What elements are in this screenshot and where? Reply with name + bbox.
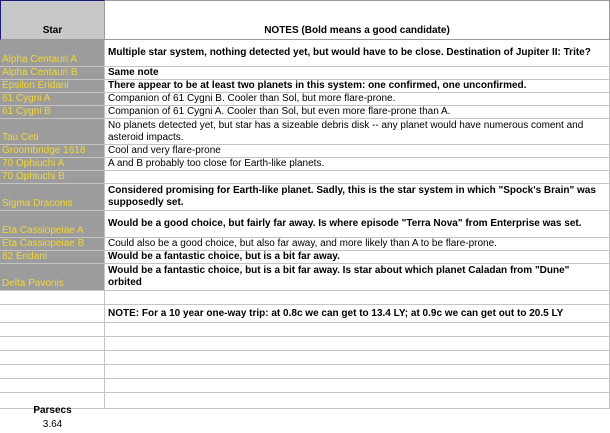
note-cell[interactable]: [105, 351, 610, 365]
note-cell[interactable]: [105, 106, 610, 119]
star-cell[interactable]: Eta Cassiopeiae A: [0, 211, 105, 238]
note-text: A and B probably too close for Earth-like planets.: [108, 158, 325, 169]
column-header-notes[interactable]: NOTES (Bold means a good candidate): [105, 0, 610, 40]
note-cell[interactable]: [105, 379, 610, 393]
star-cell[interactable]: Groombridge 1618: [0, 145, 105, 158]
star-cell[interactable]: [0, 305, 105, 323]
star-cell[interactable]: Delta Pavonis: [0, 264, 105, 291]
star-cell[interactable]: [0, 337, 105, 351]
note-cell[interactable]: [105, 365, 610, 379]
note-text: Same note: [108, 67, 159, 78]
star-cell[interactable]: 70 Ophiuchi B: [0, 171, 105, 184]
note-cell[interactable]: [105, 211, 610, 238]
note-text: Would be a fantastic choice, but is a bit far away.: [108, 251, 340, 262]
note-cell[interactable]: [105, 119, 610, 145]
note-cell[interactable]: [105, 264, 610, 291]
note-text: Companion of 61 Cygni B. Cooler than Sol, but more flare-prone.: [108, 93, 396, 104]
note-cell[interactable]: [105, 393, 610, 409]
star-cell[interactable]: 70 Ophiuchi A: [0, 158, 105, 171]
star-cell[interactable]: 61 Cygni A: [0, 93, 105, 106]
note-cell[interactable]: [105, 171, 610, 184]
note-cell[interactable]: [105, 40, 610, 67]
note-cell[interactable]: [105, 291, 610, 305]
star-cell[interactable]: [0, 291, 105, 305]
note-cell[interactable]: [105, 158, 610, 171]
star-cell[interactable]: Tau Ceti: [0, 119, 105, 145]
parsecs-label[interactable]: Parsecs: [33, 405, 72, 416]
star-cell[interactable]: Epsilon Eridani: [0, 80, 105, 93]
column-header-star[interactable]: Star: [0, 0, 105, 40]
note-cell[interactable]: [105, 93, 610, 106]
note-cell[interactable]: [105, 80, 610, 93]
parsecs-value[interactable]: 3.64: [42, 419, 63, 430]
note-text: No planets detected yet, but star has a sizeable debris disk -- any planet would have numerous coment and asteroid impacts.: [108, 119, 584, 143]
note-cell[interactable]: [105, 323, 610, 337]
note-text: Cool and very flare-prone: [108, 145, 221, 156]
note-cell[interactable]: [105, 305, 610, 323]
star-cell[interactable]: Alpha Centauri B: [0, 67, 105, 80]
note-cell[interactable]: [105, 145, 610, 158]
star-cell[interactable]: Sigma Draconis: [0, 184, 105, 211]
note-text: Would be a good choice, but fairly far away. Is where episode "Terra Nova" from Enterprise was set.: [108, 218, 582, 229]
note-text: There appear to be at least two planets in this system: one confirmed, one unconfirmed.: [108, 80, 527, 91]
note-text: Would be a fantastic choice, but is a bit far away. Is star about which planet Caladan from "Dune" orbited: [108, 265, 570, 288]
star-cell[interactable]: [0, 365, 105, 379]
note-cell[interactable]: [105, 67, 610, 80]
note-text: Companion of 61 Cygni A. Cooler than Sol, but even more flare-prone than A.: [108, 106, 451, 117]
star-cell[interactable]: [0, 379, 105, 393]
note-cell[interactable]: [105, 238, 610, 251]
star-cell[interactable]: 82 Eridani: [0, 251, 105, 264]
star-cell[interactable]: [0, 323, 105, 337]
note-cell[interactable]: [105, 251, 610, 264]
note-text: Multiple star system, nothing detected yet, but would have to be close. Destination of Jupiter II: Trite?: [108, 47, 591, 58]
note-text: Could also be a good choice, but also far away, and more likely than A to be flare-prone.: [108, 238, 497, 249]
star-cell[interactable]: [0, 351, 105, 365]
star-cell[interactable]: Alpha Centauri A: [0, 40, 105, 67]
star-cell[interactable]: 61 Cygni B: [0, 106, 105, 119]
note-text: NOTE: For a 10 year one-way trip: at 0.8c we can get to 13.4 LY; at 0.9c we can get out to 20.5 LY: [108, 307, 564, 319]
note-text: Considered promising for Earth-like planet. Sadly, this is the star system in which "Spock's Brain" was supposedly set.: [108, 185, 596, 208]
note-cell[interactable]: [105, 184, 610, 211]
note-cell[interactable]: [105, 337, 610, 351]
star-cell[interactable]: Eta Cassiopeiae B: [0, 238, 105, 251]
